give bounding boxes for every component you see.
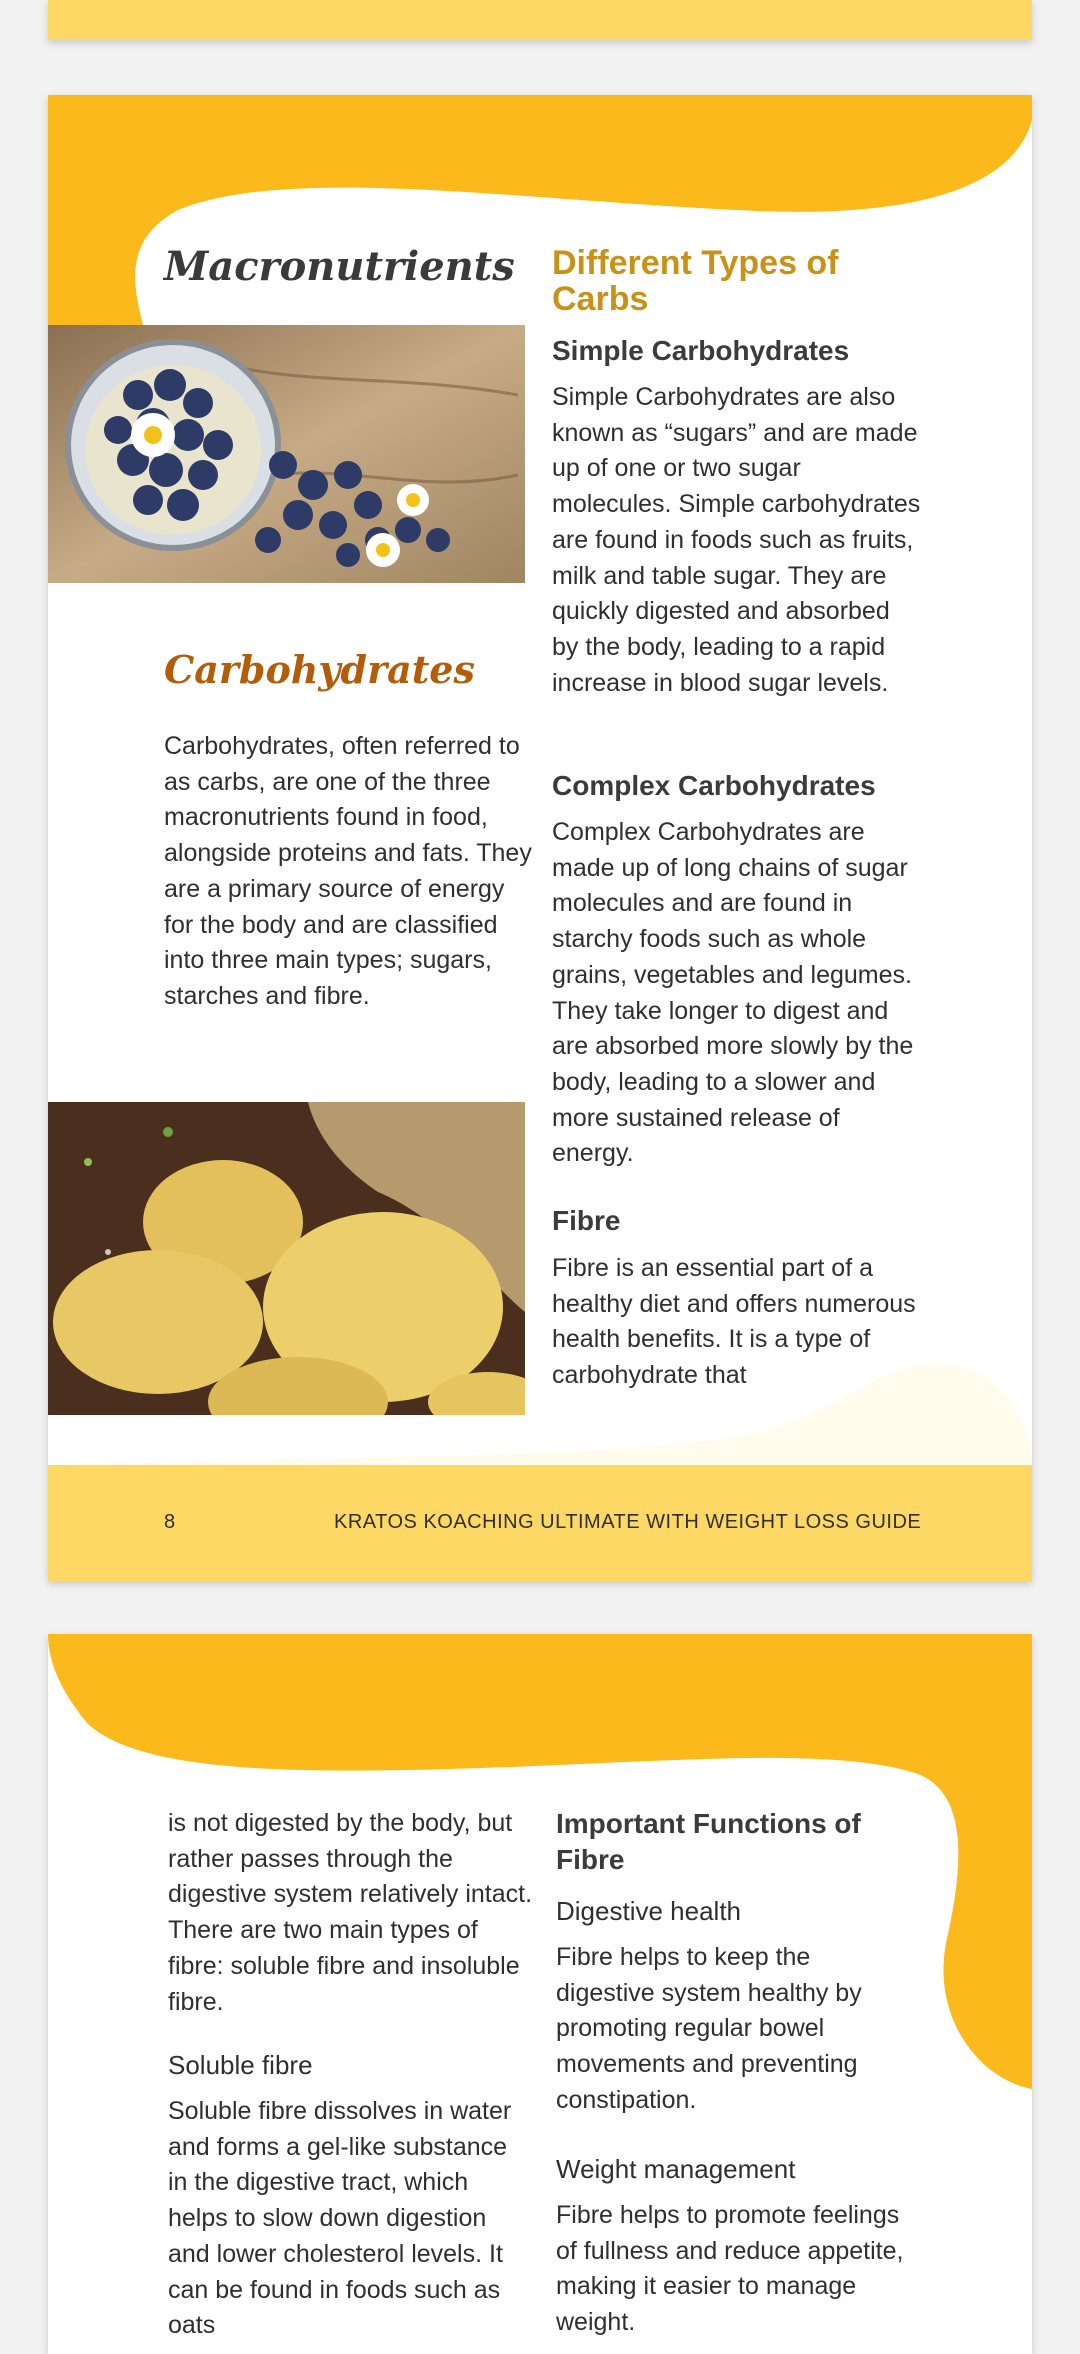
complex-carbohydrates-heading: Complex Carbohydrates — [552, 770, 876, 801]
fibre-heading: Fibre — [552, 1205, 621, 1236]
footer-title: KRATOS KOACHING ULTIMATE WITH WEIGHT LOSS GUIDE — [334, 1511, 922, 1533]
simple-carbohydrates-text: Simple Carbohydrates are also known as “sugars” and are made up of one or two sugar molecules. Simple carbohydrates are found in foods such as fruits, milk and table sugar. They are quickly digested and absorbed by the body, leading to a rapid increase in blood sugar levels. — [552, 383, 921, 697]
page-title: Macronutrients — [164, 243, 515, 290]
weight-management-text: Fibre helps to promote feelings of fullness and reduce appetite, making it easier to manage weight. — [556, 2201, 904, 2337]
digestive-health-text: Fibre helps to keep the digestive system healthy by promoting regular bowel movements and preventing constipation. — [556, 1943, 862, 2114]
different-types-heading: Different Types of Carbs — [552, 244, 839, 318]
section-title-carbohydrates: Carbohydrates — [164, 647, 475, 692]
simple-carbohydrates-heading: Simple Carbohydrates — [552, 335, 850, 366]
previous-page-footer — [48, 0, 1032, 40]
important-functions-heading: Important Functions of Fibre — [556, 1808, 861, 1875]
document-page-9 — [48, 1634, 1032, 2354]
weight-management-heading: Weight management — [556, 2154, 796, 2184]
potatoes-image — [48, 1102, 525, 1415]
carbohydrates-intro-text: Carbohydrates, often referred to as carbs, are one of the three macronutrients found in food, alongside proteins and fats. They are a primary source of energy for the body and are classified into three main types; sugars, starches and fibre. — [164, 732, 532, 1010]
complex-carbohydrates-text: Complex Carbohydrates are made up of long chains of sugar molecules and are found in starchy foods such as whole grains, vegetables and legumes. They take longer to digest and are absorbed more slowly by the body, leading to a slower and more sustained release of energy. — [552, 818, 914, 1168]
document-page-8 — [48, 95, 1032, 1581]
blueberries-image — [48, 325, 525, 583]
page-number: 8 — [164, 1511, 176, 1533]
digestive-health-heading: Digestive health — [556, 1896, 741, 1926]
soluble-fibre-heading: Soluble fibre — [168, 2050, 313, 2080]
fibre-continued-text: is not digested by the body, but rather passes through the digestive system relatively intact. There are two main types of fibre: soluble fibre and insoluble fibre. — [168, 1809, 533, 2016]
fibre-text: Fibre is an essential part of a healthy diet and offers numerous health benefits. It is a type of carbohydrate that — [552, 1254, 916, 1390]
soluble-fibre-text: Soluble fibre dissolves in water and forms a gel-like substance in the digestive tract, which helps to slow down digestion and lower cholesterol levels. It can be found in foods such as oats — [168, 2097, 512, 2340]
page-footer — [48, 1465, 1032, 1581]
